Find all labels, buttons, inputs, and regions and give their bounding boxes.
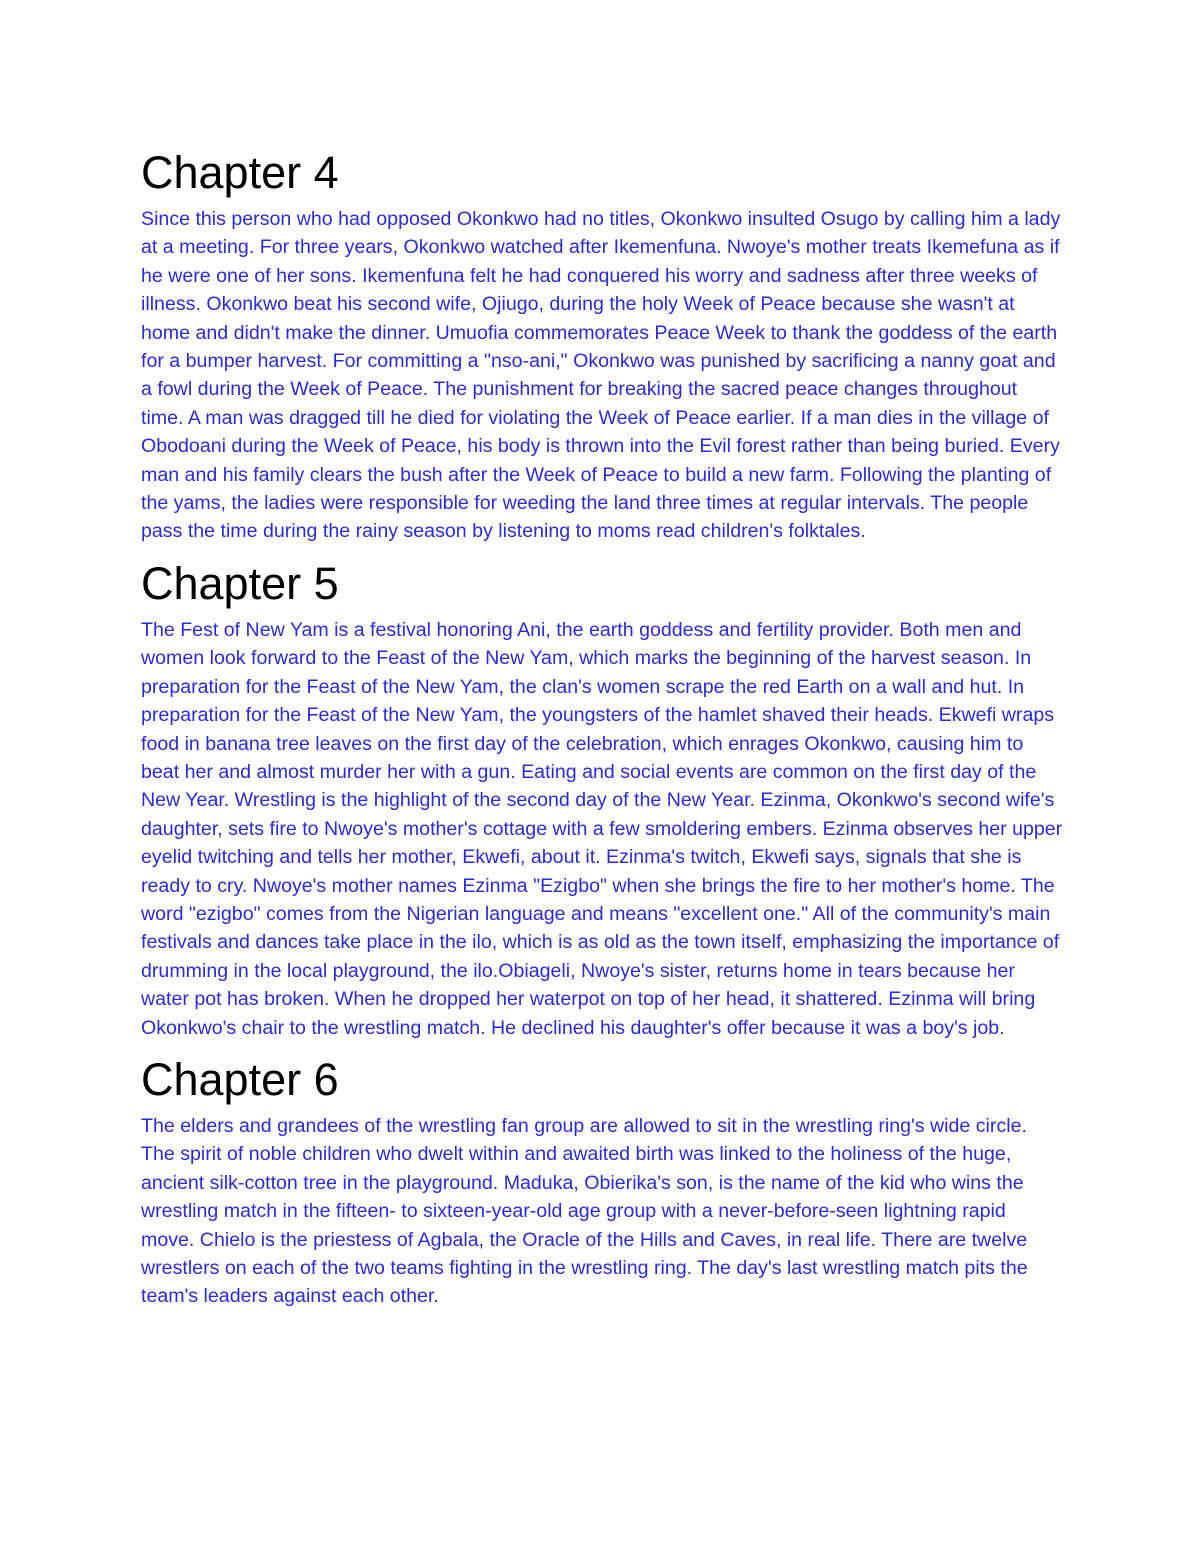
chapter-6-paragraph: The elders and grandees of the wrestling fan group are allowed to sit in the wrestling ring's wide circle. The spirit of noble children who dwelt within and awaited birth was linked to the holiness of the huge, ancient silk-cotton tree in the playground. Maduka, Obierika's son, is the name of the kid who wins the wrestling match in the fifteen- to sixteen-year-old age group with a never-before-seen lightning rapid move. Chielo is the priestess of Agbala, the Oracle of the Hills and Caves, in real life. There are twelve wrestlers on each of the two teams fighting in the wrestling ring. The day's last wrestling match pits the team's leaders against each other. [141,1114,1028,1308]
chapter-4-paragraph: Since this person who had opposed Okonkwo had no titles, Okonkwo insulted Osugo by calling him a lady at a meeting. For three years, Okonkwo watched after Ikemenfuna. Nwoye's mother treats Ikemefuna as if he were one of her sons. Ikemenfuna felt he had conquered his worry and sadness after three weeks of illness. Okonkwo beat his second wife, Ojiugo, during the holy Week of Peace because she wasn't at home and didn't make the dinner. Umuofia commemorates Peace Week to thank the goddess of the earth for a bumper harvest. For committing a "nso-ani," Okonkwo was punished by sacrificing a nanny goat and a fowl during the Week of Peace. The punishment for breaking the sacred peace changes throughout time. A man was dragged till he died for violating the Week of Peace earlier. If a man dies in the village of Obodoani during the Week of Peace, his body is thrown into the Evil forest rather than being buried. Every man and his family clears the bush after the Week of Peace to build a new farm. Following the planting of the yams, the ladies were responsible for weeding the land three times at regular intervals. The people pass the time during the rainy season by listening to moms read children's folktales. [141,208,1061,543]
chapter-4-section [141,145,1063,546]
chapter-4-title: Chapter 4 [141,147,339,198]
chapter-6-title: Chapter 6 [141,1053,339,1105]
chapter-6-section [141,1052,1063,1311]
chapter-5-paragraph: The Fest of New Yam is a festival honoring Ani, the earth goddess and fertility provider. Both men and women look forward to the Feast of the New Yam, which marks the beginning of the harvest season. In preparation for the Feast of the New Yam, the clan's women scrape the red Earth on a wall and hut. In preparation for the Feast of the New Yam, the youngsters of the hamlet shaved their heads. Ekwefi wraps food in banana tree leaves on the first day of the celebration, which enrages Okonkwo, causing him to beat her and almost murder her with a gun. Eating and social events are common on the first day of the New Year. Wrestling is the highlight of the second day of the New Year. Ezinma, Okonkwo's second wife's daughter, sets fire to Nwoye's mother's cottage with a few smoldering embers. Ezinma observes her upper eyelid twitching and tells her mother, Ekwefi, about it. Ezinma's twitch, Ekwefi says, signals that she is ready to cry. Nwoye's mother names Ezinma "Ezigbo" when she brings the fire to her mother's home. The word "ezigbo" comes from the Nigerian language and means "excellent one." All of the community's main festivals and dances take place in the ilo, which is as old as the town itself, emphasizing the importance of drumming in the local playground, the ilo.Obiageli, Nwoye's sister, returns home in tears because her water pot has broken. When he dropped her waterpot on top of her head, it shattered. Ezinma will bring Okonkwo's chair to the wrestling match. He declined his daughter's offer because it was a boy's job. [141,618,1063,1039]
document-page [141,145,1063,1321]
chapter-5-section [141,556,1063,1042]
chapter-5-title: Chapter 5 [141,557,339,609]
